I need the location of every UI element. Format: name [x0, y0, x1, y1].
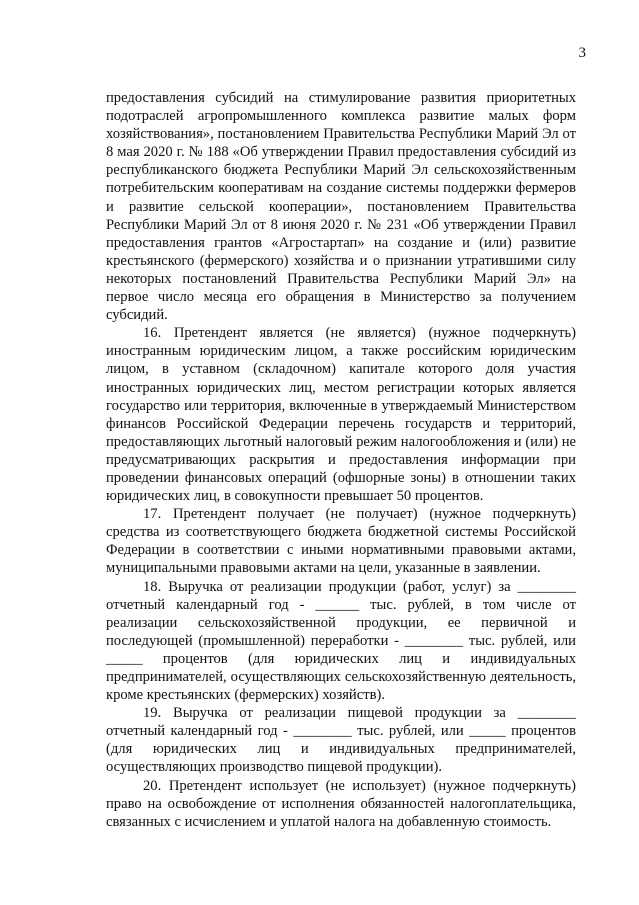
- paragraph-18: 18. Выручка от реализации продукции (работ, услуг) за ________ отчетный календарный год - ______ тыс. рублей, в том числе от реализации сельскохозяйственной продукции, ее первичной и последующей (промышленной) переработки - ________ тыс. рублей, или _____ процентов (для юридических лиц и индивидуальных предпринимателей, осуществляющих сельскохозяйственную деятельность, кроме крестьянских (фермерских) хозяйств).: [106, 578, 576, 704]
- paragraph-continuation: предоставления субсидий на стимулирование развития приоритетных подотраслей агропромышленного комплекса развитие малых форм хозяйствования», постановлением Правительства Республики Марий Эл от 8 мая 2020 г. № 188 «Об утверждении Правил предоставления субсидий из республиканского бюджета Республики Марий Эл сельскохозяйственным потребительским кооперативам на создание системы поддержки фермеров и развитие сельской кооперации», постановлением Правительства Республики Марий Эл от 8 июня 2020 г. № 231 «Об утверждении Правил предоставления грантов «Агростартап» на создание и (или) развитие крестьянского (фермерского) хозяйства и о признании утратившими силу некоторых постановлений Правительства Республики Марий Эл» на первое число месяца его обращения в Министерство за получением субсидий.: [106, 90, 576, 324]
- paragraph-20: 20. Претендент использует (не использует) (нужное подчеркнуть) право на освобождение от исполнения обязанностей налогоплательщика, связанных с исчислением и уплатой налога на добавленную стоимость.: [106, 777, 576, 830]
- document-body: [106, 89, 576, 831]
- paragraph-19: 19. Выручка от реализации пищевой продукции за ________ отчетный календарный год - ________ тыс. рублей, или _____ процентов (для юридических лиц и индивидуальных предпринимателей, осуществляющих производство пищевой продукции).: [106, 705, 576, 776]
- paragraph-16: 16. Претендент является (не является) (нужное подчеркнуть) иностранным юридическим лицом, а также российским юридическим лицом, в уставном (складочном) капитале которого доля участия иностранных юридических лиц, местом регистрации которых является государство или территория, включенные в утверждаемый Министерством финансов Российской Федерации перечень государств и территорий, предоставляющих льготный налоговый режим налогообложения и (или) не предусматривающих раскрытия и предоставления информации при проведении финансовых операций (офшорные зоны) в отношении таких юридических лиц, в совокупности превышает 50 процентов.: [106, 325, 576, 505]
- page-number: 3: [578, 45, 586, 61]
- paragraph-17: 17. Претендент получает (не получает) (нужное подчеркнуть) средства из соответствующего бюджета бюджетной системы Российской Федерации в соответствии с иными нормативными правовыми актами, муниципальными правовыми актами на цели, указанные в заявлении.: [106, 506, 576, 577]
